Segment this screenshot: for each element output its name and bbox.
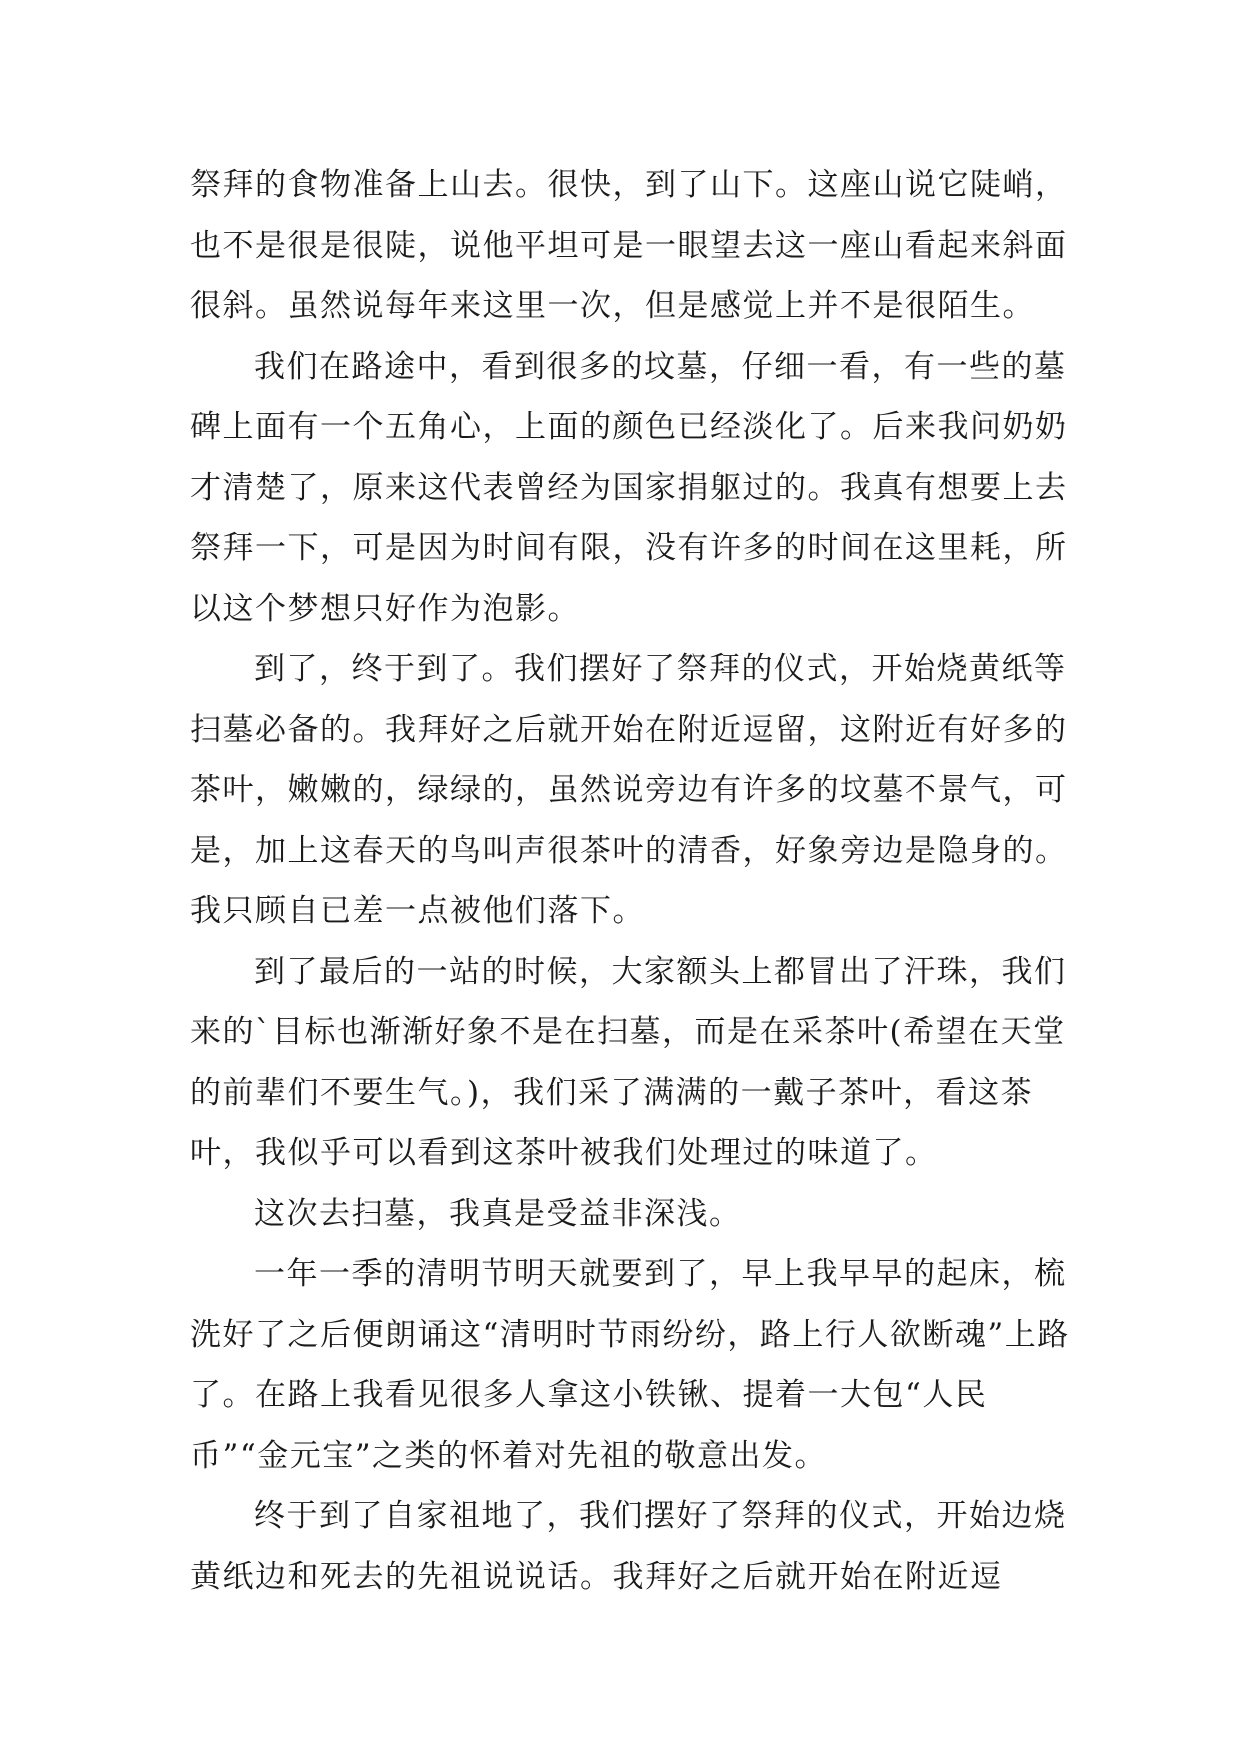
paragraph-4: 到了最后的一站的时候，大家额头上都冒出了汗珠，我们来的`目标也渐渐好象不是在扫墓，而是在采茶叶(希望在天堂的前辈们不要生气。)，我们采了满满的一戴子茶叶，看这茶叶，我似乎可以看到这茶叶被我们处理过的味道了。 (190, 953, 1067, 1171)
paragraph-3: 到了，终于到了。我们摆好了祭拜的仪式，开始烧黄纸等扫墓必备的。我拜好之后就开始在附近逗留，这附近有好多的茶叶，嫩嫩的，绿绿的，虽然说旁边有许多的坟墓不景气，可是，加上这春天的鸟叫声很茶叶的清香，好象旁边是隐身的。我只顾自已差一点被他们落下。 (190, 651, 1068, 929)
document-body (190, 155, 1075, 1607)
paragraph-6: 一年一季的清明节明天就要到了，早上我早早的起床，梳洗好了之后便朗诵这“清明时节雨纷纷，路上行人欲断魂”上路了。在路上我看见很多人拿这小铁锹、提着一大包“人民币”“金元宝”之类的怀着对先祖的敬意出发。 (190, 1256, 1070, 1474)
paragraph-7: 终于到了自家祖地了，我们摆好了祭拜的仪式，开始边烧黄纸边和死去的先祖说说话。我拜好之后就开始在附近逗 (190, 1498, 1067, 1595)
paragraph-1: 祭拜的食物准备上山去。很快，到了山下。这座山说它陡峭，也不是很是很陡，说他平坦可是一眼望去这一座山看起来斜面很斜。虽然说每年来这里一次，但是感觉上并不是很陌生。 (190, 167, 1068, 324)
paragraph-2: 我们在路途中，看到很多的坟墓，仔细一看，有一些的墓碑上面有一个五角心，上面的颜色已经淡化了。后来我问奶奶才清楚了，原来这代表曾经为国家捐躯过的。我真有想要上去祭拜一下，可是因为时间有限，没有许多的时间在这里耗，所以这个梦想只好作为泡影。 (190, 348, 1068, 627)
paragraph-5: 这次去扫墓，我真是受益非深浅。 (254, 1195, 742, 1232)
